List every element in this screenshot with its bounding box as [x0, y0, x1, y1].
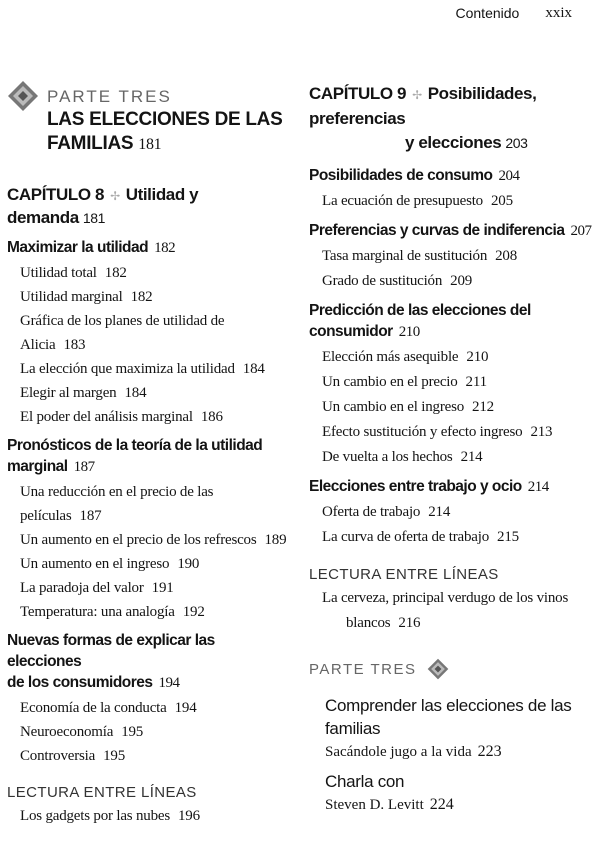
entry-page: 192 [182, 604, 205, 620]
section-preferencias [309, 220, 597, 294]
entry-list [7, 696, 292, 768]
section-page: 214 [527, 479, 549, 495]
part-end-heading [309, 658, 597, 680]
section-title-text: Posibilidades de consumo [309, 167, 493, 184]
part-end-label: PARTE TRES [309, 660, 417, 678]
entry-text-line2: blancos [346, 615, 391, 631]
entry-text: Gráfica de los planes de utilidad de Alicia [20, 313, 225, 353]
talk-name [325, 793, 597, 817]
entry-page: 195 [121, 724, 144, 740]
section-prediccion [309, 300, 597, 470]
section-page: 207 [570, 223, 592, 239]
entry-list [7, 804, 292, 828]
entry-page: 182 [130, 289, 153, 305]
section-page: 182 [154, 240, 176, 256]
entry-text: Neuroeconomía [20, 724, 114, 740]
entry-text: Economía de la conducta [20, 700, 167, 716]
chapter-title-line1: Posibilidades, preferencias [309, 84, 537, 128]
list-item [20, 285, 292, 309]
header-section: Contenido [455, 5, 520, 21]
entry-text: Efecto sustitución y efecto ingreso [322, 424, 523, 440]
section-trabajo-ocio [309, 476, 597, 550]
entry-text: La paradoja del valor [20, 580, 144, 596]
feature-sub-text: Sacándole jugo a la vida [325, 744, 472, 760]
entry-page: 191 [151, 580, 174, 596]
list-item [20, 696, 292, 720]
running-header [456, 0, 573, 26]
chapter-page: 203 [505, 135, 528, 151]
entry-list [309, 586, 597, 636]
entry-page: 213 [530, 424, 553, 440]
entry-list [309, 189, 597, 214]
list-item [20, 381, 292, 405]
entry-text: La curva de oferta de trabajo [322, 529, 490, 545]
chapter-label: CAPÍTULO 9 [309, 84, 407, 103]
entry-page: 211 [465, 374, 487, 390]
reading-block-right [309, 564, 597, 636]
section-title [309, 220, 597, 242]
feature-sub-page: 223 [477, 743, 502, 760]
entry-page: 182 [104, 265, 127, 281]
list-item [322, 420, 597, 445]
reading-label: LECTURA ENTRE LÍNEAS [7, 784, 197, 801]
section-page: 210 [398, 324, 420, 340]
entry-page: 210 [466, 349, 489, 365]
entry-page: 190 [177, 556, 200, 572]
entry-page: 196 [177, 808, 200, 824]
part-title-line2: FAMILIAS [47, 133, 134, 154]
section-title [7, 630, 292, 694]
chapter-label: CAPÍTULO 8 [7, 185, 105, 204]
entry-text: La ecuación de presupuesto [322, 193, 483, 209]
chapter-title-line2: y elecciones [405, 133, 502, 152]
entry-page: 186 [200, 409, 223, 425]
part-title [47, 108, 292, 157]
section-maximizar [7, 237, 292, 429]
entry-text: Un aumento en el ingreso [20, 556, 170, 572]
section-title-line1: Nuevas formas de explicar las elecciones [7, 632, 215, 670]
part-label: PARTE TRES [47, 87, 172, 106]
reading-block-left [7, 782, 292, 828]
entry-page: 187 [79, 508, 102, 524]
entry-page: 183 [63, 337, 86, 353]
list-item [20, 405, 292, 429]
section-title-text: Predicción de las elecciones del consumidor [309, 302, 531, 340]
part-heading [7, 74, 292, 178]
section-title [309, 300, 597, 343]
section-page: 204 [498, 168, 520, 184]
entry-text: Utilidad total [20, 265, 97, 281]
section-pronosticos [7, 435, 292, 624]
entry-page: 195 [103, 748, 125, 764]
entry-text: Controversia [20, 748, 96, 764]
list-item [322, 345, 597, 370]
entry-page: 209 [450, 273, 473, 289]
entry-page: 189 [264, 532, 287, 548]
section-title-text: Preferencias y curvas de indiferencia [309, 222, 565, 239]
entry-text: Una reducción en el precio de las películas [20, 484, 214, 524]
list-item [322, 395, 597, 420]
entry-page: 184 [242, 361, 265, 377]
entry-text-line1: La cerveza, principal verdugo de los vinos [322, 590, 569, 606]
list-item [20, 309, 292, 357]
section-page: 194 [158, 675, 180, 691]
entry-text: Elección más asequible [322, 349, 459, 365]
chapter-9-heading [309, 82, 597, 155]
feature-title: Comprender las elecciones de las familias [325, 696, 572, 738]
list-item [322, 370, 597, 395]
separator-icon: ✢ [412, 88, 422, 102]
reading-label: LECTURA ENTRE LÍNEAS [309, 566, 499, 583]
section-posibilidades [309, 165, 597, 214]
list-item [322, 611, 597, 636]
section-title-line2: de los consumidores [7, 674, 153, 691]
entry-page: 205 [490, 193, 513, 209]
section-nuevas-formas [7, 630, 292, 768]
part-end-features [309, 694, 597, 817]
entry-page: 214 [428, 504, 451, 520]
list-item [20, 720, 292, 744]
separator-icon: ✢ [110, 189, 120, 203]
entry-page: 212 [472, 399, 494, 415]
part-page: 181 [138, 136, 162, 153]
section-title [309, 165, 597, 187]
entry-text: Utilidad marginal [20, 289, 123, 305]
entry-text: Un cambio en el precio [322, 374, 458, 390]
chapter-title: Utilidad y demanda [7, 185, 199, 227]
list-item [20, 528, 292, 552]
list-item [322, 445, 597, 470]
entry-list [309, 244, 597, 294]
entry-list [309, 345, 597, 470]
list-item [20, 357, 292, 381]
list-item [20, 576, 292, 600]
entry-page: 208 [495, 248, 518, 264]
talk-name-text: Steven D. Levitt [325, 797, 424, 813]
entry-text: Elegir al margen [20, 385, 117, 401]
entry-text: De vuelta a los hechos [322, 449, 453, 465]
entry-text: La elección que maximiza la utilidad [20, 361, 235, 377]
feature-subtitle [325, 740, 597, 764]
entry-page: 215 [497, 529, 519, 545]
list-item [20, 480, 292, 528]
list-item [322, 189, 597, 214]
section-title-line1: Pronósticos de la teoría de la utilidad [7, 437, 263, 454]
section-title-text: Maximizar la utilidad [7, 239, 149, 256]
entry-text: Temperatura: una analogía [20, 604, 175, 620]
list-item [20, 744, 292, 768]
part-title-line1: LAS ELECCIONES DE LAS [47, 109, 283, 130]
entry-text: El poder del análisis marginal [20, 409, 193, 425]
header-page-number: xxix [545, 4, 572, 21]
diamond-ornament-icon [7, 80, 39, 112]
section-page: 187 [73, 459, 95, 475]
entry-text: Un aumento en el precio de los refrescos [20, 532, 257, 548]
list-item [20, 804, 292, 828]
section-title-line2: marginal [7, 458, 68, 475]
entry-text: Tasa marginal de sustitución [322, 248, 488, 264]
entry-page: 216 [398, 615, 421, 631]
chapter-page: 181 [82, 210, 106, 226]
entry-page: 194 [174, 700, 197, 716]
entry-list [309, 500, 597, 550]
entry-text: Un cambio en el ingreso [322, 399, 465, 415]
list-item [322, 525, 597, 550]
list-item [20, 600, 292, 624]
talk-page: 224 [429, 796, 454, 813]
list-item [20, 261, 292, 285]
list-item [322, 244, 597, 269]
entry-text: Oferta de trabajo [322, 504, 421, 520]
chapter-8-heading [7, 184, 292, 229]
list-item [322, 269, 597, 294]
entry-page: 184 [124, 385, 147, 401]
talk-title: Charla con [325, 772, 405, 791]
list-item [20, 552, 292, 576]
right-column [309, 82, 597, 817]
entry-list [7, 261, 292, 429]
section-title [309, 476, 597, 498]
left-column [7, 74, 292, 828]
list-item [322, 586, 597, 611]
diamond-ornament-icon [427, 658, 449, 680]
entry-text: Los gadgets por las nubes [20, 808, 170, 824]
section-title [7, 435, 292, 478]
entry-list [7, 480, 292, 624]
entry-page: 214 [460, 449, 483, 465]
section-title-text: Elecciones entre trabajo y ocio [309, 478, 522, 495]
section-title [7, 237, 292, 259]
list-item [322, 500, 597, 525]
entry-text: Grado de sustitución [322, 273, 443, 289]
